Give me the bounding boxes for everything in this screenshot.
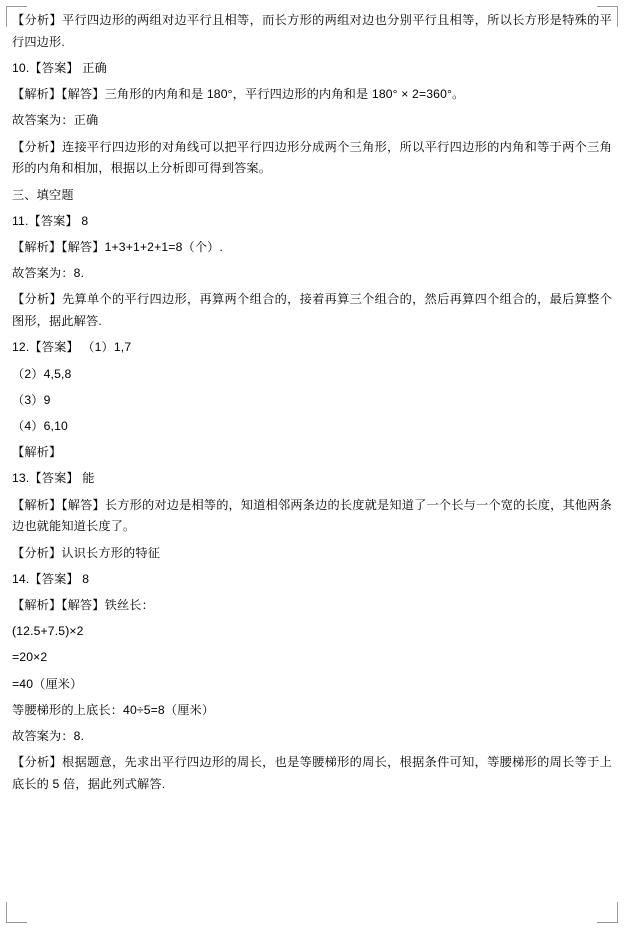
- analysis-paragraph-13: 【分析】认识长方形的特征: [12, 545, 161, 560]
- explanation-paragraph-12: 【解析】: [12, 445, 62, 460]
- answer-key-line-14: 故答案为：8.: [12, 729, 85, 744]
- analysis-paragraph-11: 【分析】先算单个的平行四边形，再算两个组合的，接着再算三个组合的，然后再算四个组合的，最后算整个图形，据此解答.: [12, 292, 612, 329]
- explanation-paragraph-14: 【解析】【解答】铁丝长：: [12, 598, 154, 613]
- analysis-paragraph-10: 【分析】连接平行四边形的对角线可以把平行四边形分成两个三角形，所以平行四边形的内角和等于两个三角形的内角和相加，根据以上分析即可得到答案。: [12, 139, 612, 176]
- answer-key-line-10: 故答案为：正确: [12, 113, 99, 128]
- calculation-line-14a: (12.5+7.5)×2: [12, 624, 84, 639]
- answer-line-12: 12.【答案】 （1）1,7: [12, 340, 132, 355]
- answer-line-13: 13.【答案】 能: [12, 471, 95, 486]
- analysis-paragraph-14: 【分析】根据题意，先求出平行四边形的周长，也是等腰梯形的周长，根据条件可知，等腰梯形的周长等于上底长的 5 倍，据此列式解答.: [12, 755, 612, 792]
- answer-line-12-item4: （4）6,10: [12, 419, 68, 433]
- explanation-paragraph-13: 【解析】【解答】长方形的对边是相等的，知道相邻两条边的长度就是知道了一个长与一个宽的长度，其他两条边也就能知道长度了。: [12, 497, 612, 534]
- answer-line-12-item3: （3）9: [12, 392, 51, 407]
- explanation-paragraph-11: 【解析】【解答】1+3+1+2+1=8（个）.: [12, 239, 224, 254]
- answer-line-11: 11.【答案】 8: [12, 213, 89, 228]
- calculation-line-14b: =20×2: [12, 650, 48, 665]
- calculation-line-14d: 等腰梯形的上底长：40÷5=8（厘米）: [12, 702, 215, 717]
- document-body: [12, 10, 612, 800]
- explanation-paragraph-10: 【解析】【解答】三角形的内角和是 180°，平行四边形的内角和是 180° × 2=360°。: [12, 87, 465, 102]
- answer-line-14: 14.【答案】 8: [12, 571, 90, 586]
- crop-mark-bottom-right: [597, 902, 618, 923]
- calculation-line-14c: =40（厘米）: [12, 676, 83, 691]
- crop-mark-bottom-left: [6, 902, 27, 923]
- analysis-paragraph-9: 【分析】平行四边形的两组对边平行且相等，而长方形的两组对边也分别平行且相等，所以长方形是特殊的平行四边形.: [12, 13, 612, 49]
- answer-line-12-item2: （2）4,5,8: [12, 366, 72, 381]
- answer-line-10: 10.【答案】 正确: [12, 60, 107, 75]
- answer-key-line-11: 故答案为：8.: [12, 266, 85, 281]
- section-heading-three: 三、填空题: [12, 187, 74, 202]
